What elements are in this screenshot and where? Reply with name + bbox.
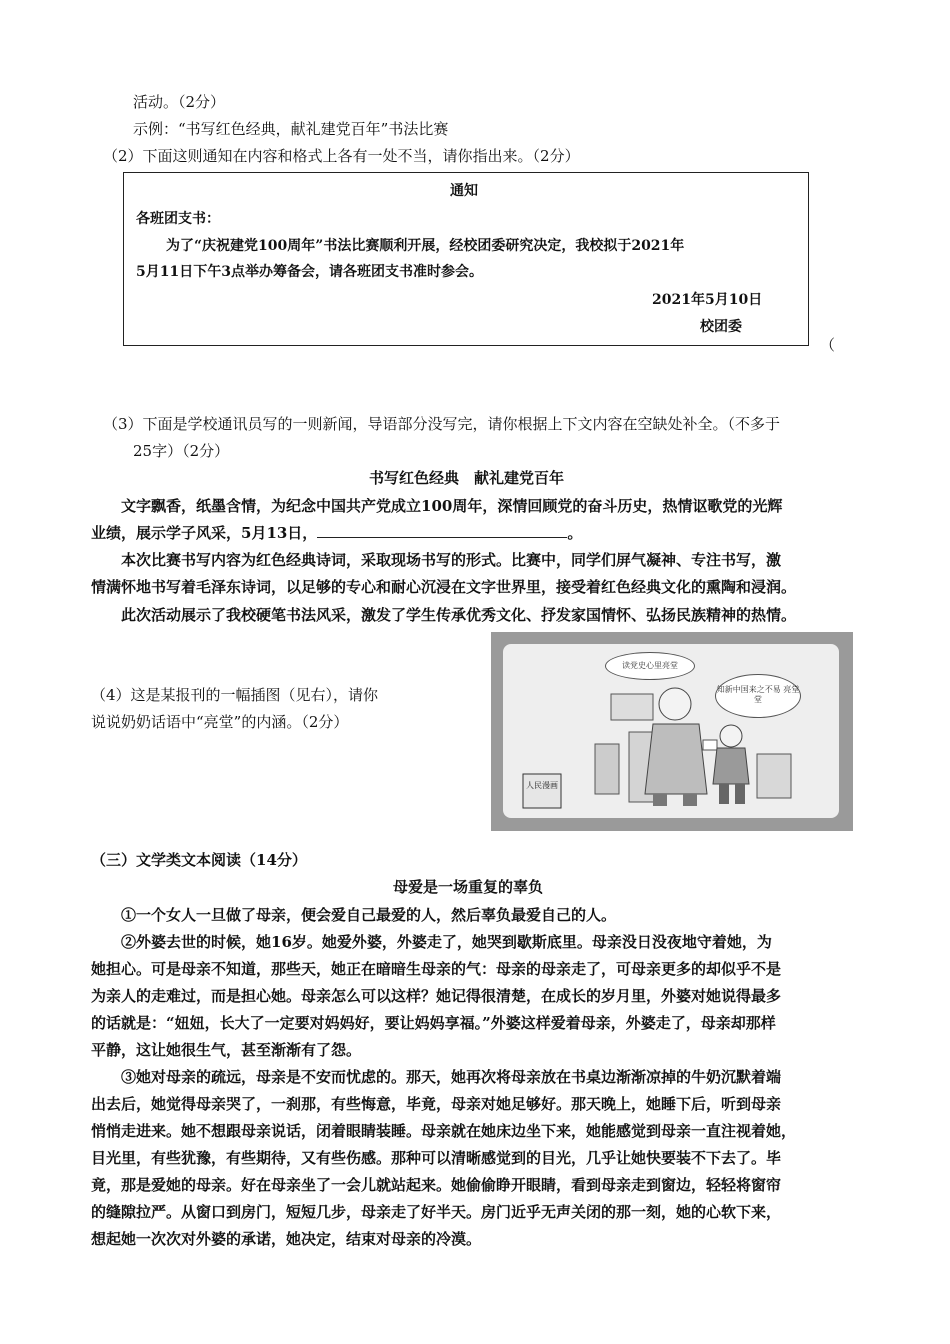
story-para2-line: 她担心。可是母亲不知道，那些天，她正在暗暗生母亲的气：母亲的母亲走了，可母亲更多的却似乎不是 xyxy=(91,960,782,978)
q4-prompt-line1: （4）这是某报刊的一幅插图（见右），请你 xyxy=(91,686,379,704)
answer-blank[interactable] xyxy=(317,523,567,538)
story-para3-line: 的缝隙拉严。从窗口到房门，短短几步，母亲走了好半天。房门近乎无声关闭的那一刻，她的心软下来， xyxy=(91,1203,782,1221)
news-title: 书写红色经典 献礼建党百年 xyxy=(369,469,565,487)
news-p3-line1: 此次活动展示了我校硬笔书法风采，激发了学生传承优秀文化、抒发家国情怀、弘扬民族精神的热情。 xyxy=(121,606,797,624)
story-para2-line: 为亲人的走难过，而是担心她。母亲怎么可以这样？她记得很清楚，在成长的岁月里，外婆对她说得最多 xyxy=(91,987,782,1005)
story-para3-line: 出去后，她觉得母亲哭了，一刹那，有些悔意，毕竟，母亲对她足够好。那天晚上，她睡下后，听到母亲 xyxy=(91,1095,782,1113)
story-para2-line: ②外婆去世的时候，她16岁。她爱外婆，外婆走了，她哭到歇斯底里。母亲没日没夜地守着她，为 xyxy=(121,933,772,951)
section3-heading: （三）文学类文本阅读（14分） xyxy=(91,851,307,869)
notice-title: 通知 xyxy=(450,183,478,199)
trailing-paren: （ xyxy=(820,336,836,354)
newspaper-cartoon xyxy=(491,632,853,831)
notice-date: 2021年5月10日 xyxy=(652,292,763,308)
q2-prompt: （2）下面这则通知在内容和格式上各有一处不当，请你指出来。（2分） xyxy=(103,147,580,165)
news-p1-line2-end: 。 xyxy=(567,524,583,542)
story-title: 母爱是一场重复的辜负 xyxy=(393,878,544,896)
notice-box xyxy=(123,172,809,346)
notice-body-line2: 5月11日下午3点举办筹备会，请各班团支书准时参会。 xyxy=(136,264,483,280)
notice-sender: 校团委 xyxy=(700,319,742,335)
story-para2-line: 平静，这让她很生气，甚至渐渐有了怨。 xyxy=(91,1041,362,1059)
news-p1-line1: 文字飘香，纸墨含情，为纪念中国共产党成立100周年，深情回顾党的奋斗历史，热情讴歌党的光辉 xyxy=(121,497,783,515)
story-para3-line: 想起她一次次对外婆的承诺，她决定，结束对母亲的冷漠。 xyxy=(91,1230,482,1248)
story-para3-line: 竟，那是爱她的母亲。好在母亲坐了一会儿就站起来。她偷偷睁开眼睛，看到母亲走到窗边，轻轻将窗帘 xyxy=(91,1176,782,1194)
story-para2-line: 的话就是：“妞妞，长大了一定要对妈妈好，要让妈妈享福。”外婆这样爱着母亲，外婆走了，母亲却那样 xyxy=(91,1014,776,1032)
story-para3-line: ③她对母亲的疏远，母亲是不安而忧虑的。那天，她再次将母亲放在书桌边渐渐凉掉的牛奶沉默着端 xyxy=(121,1068,782,1086)
story-para3-line: 目光里，有些犹豫，有些期待，又有些伤感。那种可以清晰感觉到的目光，几乎让她快要装不下去了。毕 xyxy=(91,1149,782,1167)
news-p1-line2 xyxy=(91,523,582,543)
notice-greeting: 各班团支书： xyxy=(136,211,220,227)
story-para1: ①一个女人一旦做了母亲，便会爱自己最爱的人，然后辜负最爱自己的人。 xyxy=(121,906,617,924)
notice-body-line1: 为了“庆祝建党100周年”书法比赛顺利开展，经校团委研究决定，我校拟于2021年 xyxy=(166,238,685,254)
q1-example: 示例：“书写红色经典，献礼建党百年”书法比赛 xyxy=(133,120,449,138)
q4-prompt-line2: 说说奶奶话语中“亮堂”的内涵。（2分） xyxy=(91,713,349,731)
news-p1-line2-text: 业绩，展示学子风采，5月13日， xyxy=(91,524,318,542)
news-p2-line1: 本次比赛书写内容为红色经典诗词，采取现场书写的形式。比赛中，同学们屏气凝神、专注书写，激 xyxy=(121,551,782,569)
bubble-left: 读党史心里亮堂 xyxy=(605,652,695,680)
cartoon-stamp: 人民漫画 xyxy=(526,781,558,790)
news-p2-line2: 情满怀地书写着毛泽东诗词，以足够的专心和耐心沉浸在文字世界里，接受着红色经典文化的熏陶和浸润。 xyxy=(91,578,797,596)
cartoon-panel xyxy=(503,644,839,818)
q1-tail-line: 活动。（2分） xyxy=(133,93,226,111)
bubble-right: 知新中国来之不易 亮堂堂 xyxy=(715,674,801,718)
story-para3-line: 悄悄走进来。她不想跟母亲说话，闭着眼睛装睡。母亲就在她床边坐下来，她能感觉到母亲一直注视着她， xyxy=(91,1122,797,1140)
q3-prompt-line2: 25字）（2分） xyxy=(133,442,230,460)
q3-prompt-line1: （3）下面是学校通讯员写的一则新闻，导语部分没写完，请你根据上下文内容在空缺处补全。（不多于 xyxy=(103,415,781,433)
